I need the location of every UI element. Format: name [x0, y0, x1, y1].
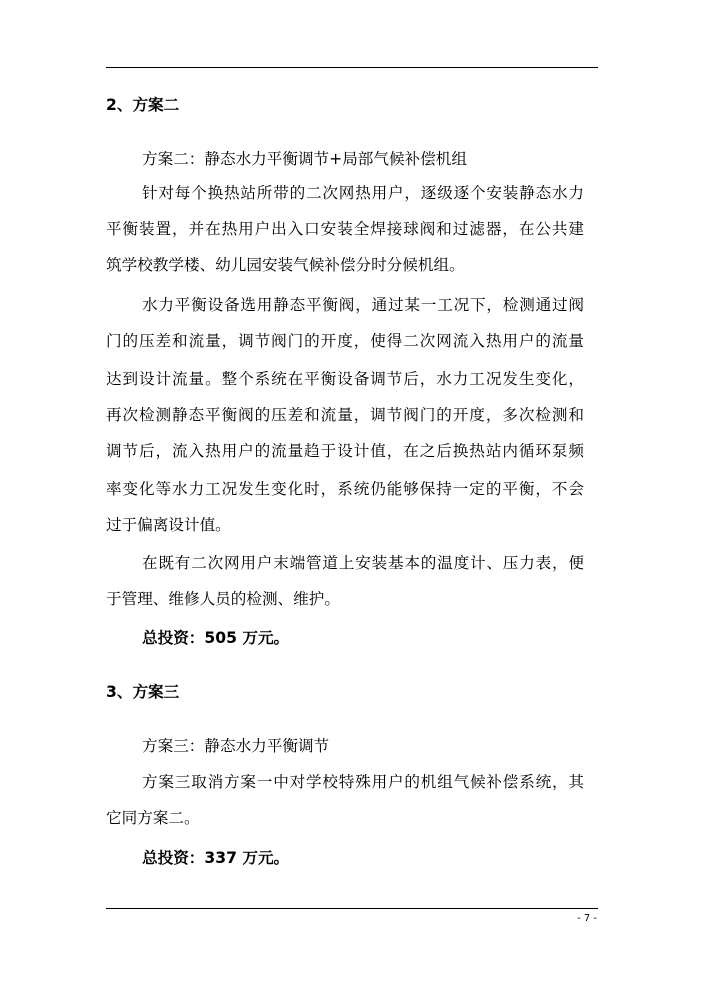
paragraph-line: 方案三取消方案一中对学校特殊用户的机组气候补偿系统，其: [142, 773, 584, 791]
section-subtitle-2: 方案二：静态水力平衡调节+局部气候补偿机组: [142, 150, 467, 168]
paragraph-line: 调节后，流入热用户的流量趋于设计值，在之后换热站内循环泵频: [106, 442, 584, 460]
paragraph-line: 再次检测静态平衡阀的压差和流量，调节阀门的开度，多次检测和: [106, 406, 584, 424]
section-heading-3: 3、方案三: [106, 683, 180, 701]
total-investment-2: 总投资：505 万元。: [142, 629, 290, 647]
page-number: - 7 -: [577, 913, 597, 924]
paragraph-line: 水力平衡设备选用静态平衡阀，通过某一工况下，检测通过阀: [142, 296, 584, 314]
paragraph-line: 率变化等水力工况发生变化时，系统仍能够保持一定的平衡，不会: [106, 480, 584, 498]
paragraph-line: 过于偏离设计值。: [106, 516, 231, 534]
paragraph-line: 在既有二次网用户末端管道上安装基本的温度计、压力表，便: [142, 554, 584, 572]
paragraph-line: 针对每个换热站所带的二次网热用户，逐级逐个安装静态水力: [142, 184, 584, 202]
footer-rule: [106, 908, 598, 909]
header-rule: [106, 67, 598, 68]
paragraph-line: 达到设计流量。整个系统在平衡设备调节后，水力工况发生变化，: [106, 370, 584, 388]
paragraph-line: 筑学校教学楼、幼儿园安装气候补偿分时分候机组。: [106, 256, 465, 274]
section-subtitle-3: 方案三：静态水力平衡调节: [142, 737, 330, 755]
paragraph-line: 平衡装置，并在热用户出入口安装全焊接球阀和过滤器，在公共建: [106, 220, 584, 238]
paragraph-line: 门的压差和流量，调节阀门的开度，使得二次网流入热用户的流量: [106, 332, 584, 350]
paragraph-line: 于管理、维修人员的检测、维护。: [106, 590, 340, 608]
total-investment-3: 总投资：337 万元。: [142, 849, 290, 867]
section-heading-2: 2、方案二: [106, 96, 180, 114]
paragraph-line: 它同方案二。: [106, 809, 200, 827]
